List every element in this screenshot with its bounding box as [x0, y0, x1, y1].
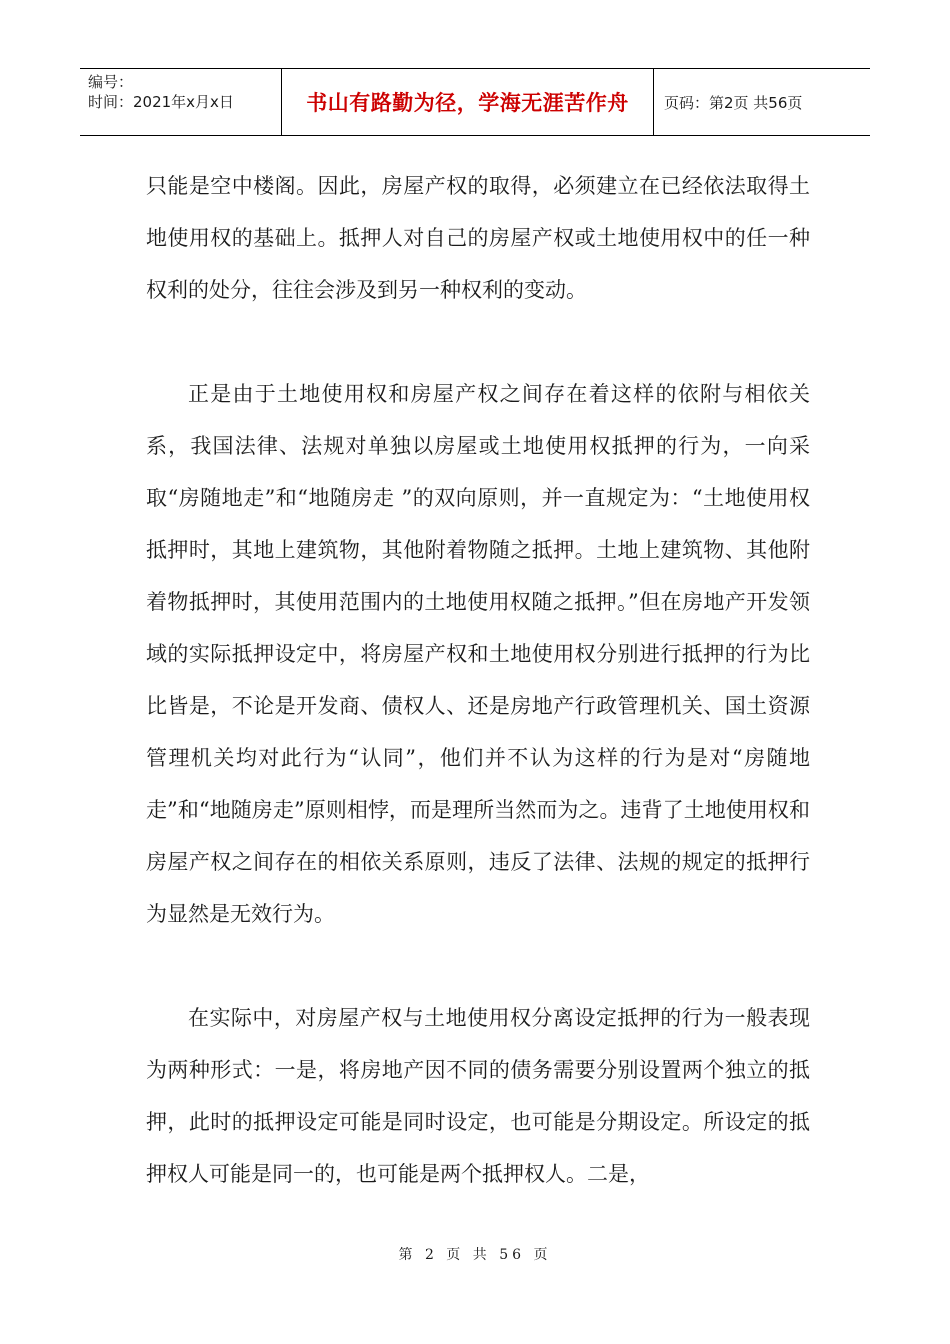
document-number-label: 编号： [88, 73, 134, 91]
paragraph: 在实际中，对房屋产权与土地使用权分离设定抵押的行为一般表现为两种形式：一是，将房地产因不同的债务需要分别设置两个独立的抵押，此时的抵押设定可能是同时设定，也可能是分期设定。所设定的抵押权人可能是同一的，也可能是两个抵押权人。二是， [146, 1006, 810, 1186]
document-body [146, 160, 810, 1200]
page-header [80, 68, 870, 136]
header-page-info: 页码：第2页 共56页 [664, 93, 803, 112]
document-date: 时间：2021年x月x日 [88, 93, 234, 111]
page-footer: 第 2 页 共 56 页 [398, 1247, 552, 1263]
paragraph-continuation: 只能是空中楼阁。因此，房屋产权的取得，必须建立在已经依法取得土地使用权的基础上。抵押人对自己的房屋产权或土地使用权中的任一种权利的处分，往往会涉及到另一种权利的变动。 [146, 174, 810, 302]
paragraph: 正是由于土地使用权和房屋产权之间存在着这样的依附与相依关系，我国法律、法规对单独以房屋或土地使用权抵押的行为，一向采取“房随地走”和“地随房走 ”的双向原则，并一直规定为：“土地使用权抵押时，其地上建筑物，其他附着物随之抵押。土地上建筑物、其他附着物抵押时，其使用范围内的土地使用权随之抵押。”但在房地产开发领域的实际抵押设定中，将房屋产权和土地使用权分别进行抵押的行为比比皆是，不论是开发商、债权人、还是房地产行政管理机关、国土资源管理机关均对此行为“认同”，他们并不认为这样的行为是对“房随地走”和“地随房走”原则相悖，而是理所当然而为之。违背了土地使用权和房屋产权之间存在的相依关系原则，违反了法律、法规的规定的抵押行为显然是无效行为。 [146, 382, 810, 926]
header-meta [80, 69, 282, 135]
header-motto: 书山有路勤为径，学海无涯苦作舟 [282, 69, 654, 135]
